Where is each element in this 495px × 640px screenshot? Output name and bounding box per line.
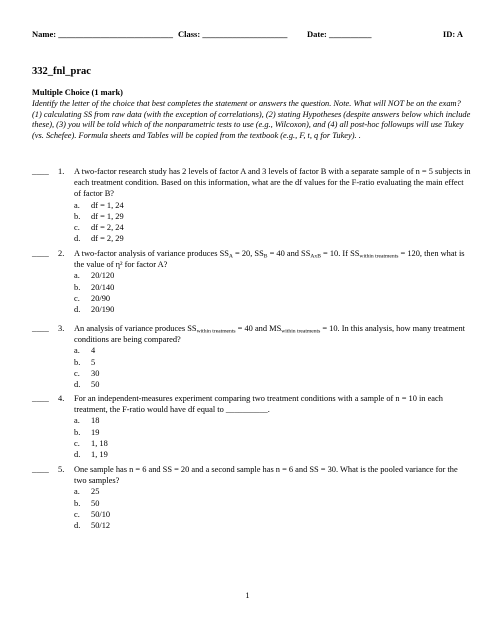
option-text: 20/90	[91, 293, 111, 303]
option-text: 1, 19	[91, 449, 108, 459]
option-text: 20/190	[91, 304, 115, 314]
question-5	[32, 464, 472, 531]
option	[74, 345, 472, 356]
option-text: 1, 18	[91, 438, 108, 448]
answer-blank: ____	[32, 465, 49, 474]
option-letter: a.	[74, 487, 80, 497]
question-stem: One sample has n = 6 and SS = 20 and a second sample has n = 6 and SS = 30. What is the pooled variance for the two samples?	[74, 465, 458, 486]
date-field: Date: __________	[307, 29, 372, 39]
question-number: 2.	[58, 249, 65, 258]
option-text: df = 1, 24	[91, 200, 124, 210]
option-letter: d.	[74, 449, 81, 459]
class-field: Class: ____________________	[178, 29, 288, 39]
option-letter: a.	[74, 416, 80, 426]
option-letter: d.	[74, 304, 81, 314]
option	[74, 200, 472, 211]
option-letter: d.	[74, 379, 81, 389]
option-text: 5	[91, 357, 96, 367]
option	[74, 211, 472, 222]
id-field: ID: A	[442, 29, 463, 39]
option	[74, 415, 472, 426]
question-number: 4.	[58, 394, 65, 403]
question-2	[32, 248, 472, 315]
option	[74, 427, 472, 438]
option-text: 50	[91, 498, 100, 508]
option	[74, 222, 472, 233]
option	[74, 304, 472, 315]
option-text: 50	[91, 379, 100, 389]
section-title: Multiple Choice (1 mark)	[32, 88, 123, 97]
option	[74, 293, 472, 304]
option-text: 20/120	[91, 271, 115, 281]
section-intro	[32, 88, 472, 142]
answer-blank: ____	[32, 394, 49, 403]
option-letter: c.	[74, 293, 80, 303]
question-number: 1.	[58, 167, 65, 176]
option-letter: c.	[74, 509, 80, 519]
section-instructions: Identify the letter of the choice that best completes the statement or answers the question. Note. What will NOT be on the exam? (1) calculating SS from raw data (with the exception of correlations), (2) stating Hypotheses (despite answers below which include these), (3) you will be told which of the nonparametric tests to use (e.g., Wilcoxon), and (4) all post-hoc followups will use Tukey (vs. Schefee). Formula sheets and Tables will be copied from the textbook (e.g., F, t, q for Tukey). .	[32, 98, 471, 141]
option-text: 19	[91, 427, 100, 437]
page-number: 1	[245, 591, 250, 600]
option-text: 50/12	[91, 520, 111, 530]
option-letter: d.	[74, 520, 81, 530]
option-letter: b.	[74, 282, 81, 292]
option-letter: b.	[74, 498, 81, 508]
option	[74, 438, 472, 449]
option	[74, 233, 472, 244]
option	[74, 270, 472, 281]
answer-blank: ____	[32, 249, 49, 258]
question-stem: An analysis of variance produces $SS_{within treatments} = 40$ and $MS_{within treatments} = 10$. In this analysis, how many treatment conditions are being compared?	[74, 324, 465, 345]
option-text: df = 2, 24	[91, 222, 124, 232]
option-letter: b.	[74, 357, 81, 367]
option-text: 18	[91, 416, 100, 426]
option	[74, 486, 472, 497]
question-number: 3.	[58, 324, 65, 333]
option-text: 20/140	[91, 282, 115, 292]
option-text: 30	[91, 368, 100, 378]
option-letter: c.	[74, 368, 80, 378]
option	[74, 368, 472, 379]
question-stem: A two-factor analysis of variance produces $SS_A = 20$, $SS_B = 40$ and $SS_{AxB} = 10$. If $SS_{within treatments} = 120$, then what is the value of η² for factor A?	[74, 249, 465, 270]
answer-blank: ____	[32, 324, 49, 333]
page-header	[32, 29, 463, 43]
option-letter: c.	[74, 222, 80, 232]
option	[74, 520, 472, 531]
option-letter: a.	[74, 346, 80, 356]
option-text: df = 1, 29	[91, 211, 124, 221]
option-letter: d.	[74, 234, 81, 244]
option-text: 25	[91, 487, 100, 497]
question-1	[32, 166, 472, 244]
question-number: 5.	[58, 465, 65, 474]
option-letter: b.	[74, 427, 81, 437]
question-stem: For an independent-measures experiment comparing two treatment conditions with a sample of n = 10 in each treatment, the F-ratio would have df equal to __________.	[74, 394, 443, 415]
option-text: 50/10	[91, 509, 111, 519]
option-letter: a.	[74, 271, 80, 281]
option-text: 4	[91, 346, 96, 356]
option	[74, 379, 472, 390]
question-stem: A two-factor research study has 2 levels of factor A and 3 levels of factor B with a separate sample of n = 5 subjects in each treatment condition. Based on this information, what are the df values for the F-ratio evaluating the main effect of factor B?	[74, 167, 471, 199]
option	[74, 498, 472, 509]
question-3	[32, 323, 472, 390]
option-letter: b.	[74, 211, 81, 221]
option-text: df = 2, 29	[91, 234, 124, 244]
name-field: Name: ___________________________	[32, 29, 173, 39]
option	[74, 509, 472, 520]
answer-blank: ____	[32, 167, 49, 176]
option-letter: a.	[74, 200, 80, 210]
option	[74, 282, 472, 293]
option-letter: c.	[74, 438, 80, 448]
option	[74, 449, 472, 460]
document-title: 332_fnl_prac	[32, 66, 91, 77]
option	[74, 357, 472, 368]
question-4	[32, 393, 472, 460]
